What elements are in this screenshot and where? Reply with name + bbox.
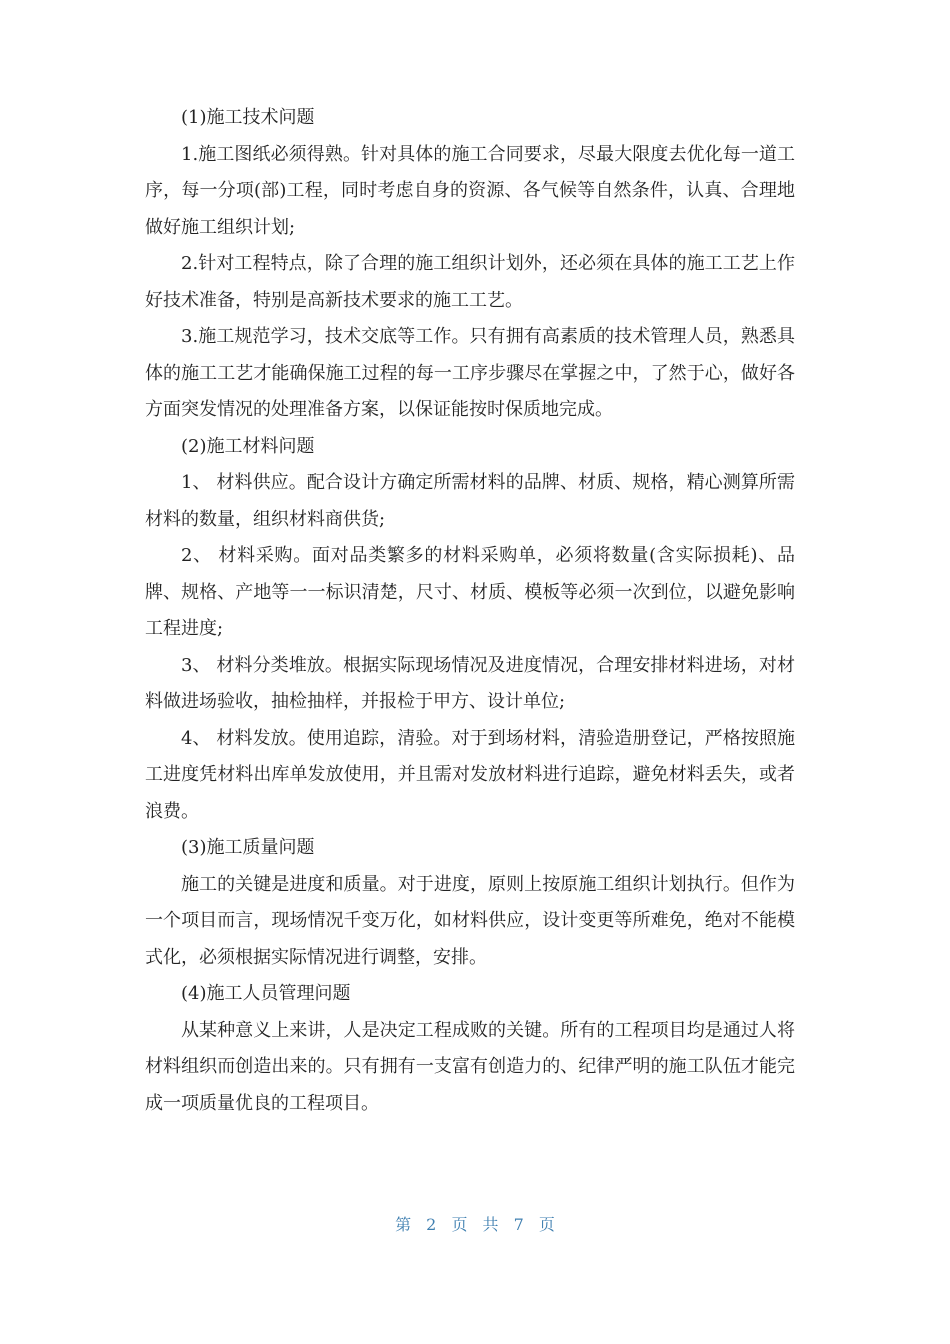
- section-heading-materials: (2)施工材料问题: [181, 435, 315, 457]
- document-body: [145, 100, 795, 1122]
- paragraph: 施工的关键是进度和质量。对于进度，原则上按原施工组织计划执行。但作为一个项目而言，现场情况千变万化，如材料供应，设计变更等所难免，绝对不能模式化，必须根据实际情况进行调整，安排。: [145, 873, 795, 968]
- page-footer-page-number: 第 2 页 共 7 页: [395, 1215, 555, 1234]
- paragraph: 1.施工图纸必须得熟。针对具体的施工合同要求，尽最大限度去优化每一道工序，每一分项(部)工程，同时考虑自身的资源、各气候等自然条件，认真、合理地做好施工组织计划;: [145, 143, 795, 238]
- paragraph: 4、 材料发放。使用追踪，清验。对于到场材料，清验造册登记，严格按照施工进度凭材料出库单发放使用，并且需对发放材料进行追踪，避免材料丢失，或者浪费。: [145, 727, 795, 822]
- paragraph: 2.针对工程特点，除了合理的施工组织计划外，还必须在具体的施工工艺上作好技术准备，特别是高新技术要求的施工工艺。: [145, 253, 795, 311]
- paragraph: 从某种意义上来讲，人是决定工程成败的关键。所有的工程项目均是通过人将材料组织而创造出来的。只有拥有一支富有创造力的、纪律严明的施工队伍才能完成一项质量优良的工程项目。: [145, 1019, 795, 1114]
- section-heading-personnel: (4)施工人员管理问题: [181, 983, 351, 1004]
- section-heading-technical: (1)施工技术问题: [181, 107, 315, 128]
- paragraph: 1、 材料供应。配合设计方确定所需材料的品牌、材质、规格，精心测算所需材料的数量，组织材料商供货;: [145, 472, 795, 530]
- paragraph: 2、 材料采购。面对品类繁多的材料采购单，必须将数量(含实际损耗)、品牌、规格、产地等一一标识清楚，尺寸、材质、模板等必须一次到位，以避免影响工程进度;: [145, 545, 795, 639]
- paragraph: 3.施工规范学习，技术交底等工作。只有拥有高素质的技术管理人员，熟悉具体的施工工艺才能确保施工过程的每一工序步骤尽在掌握之中，了然于心，做好各方面突发情况的处理准备方案，以保证能按时保质地完成。: [145, 326, 795, 420]
- section-heading-quality: (3)施工质量问题: [181, 837, 315, 858]
- paragraph: 3、 材料分类堆放。根据实际现场情况及进度情况，合理安排材料进场，对材料做进场验收，抽检抽样，并报检于甲方、设计单位;: [145, 654, 795, 712]
